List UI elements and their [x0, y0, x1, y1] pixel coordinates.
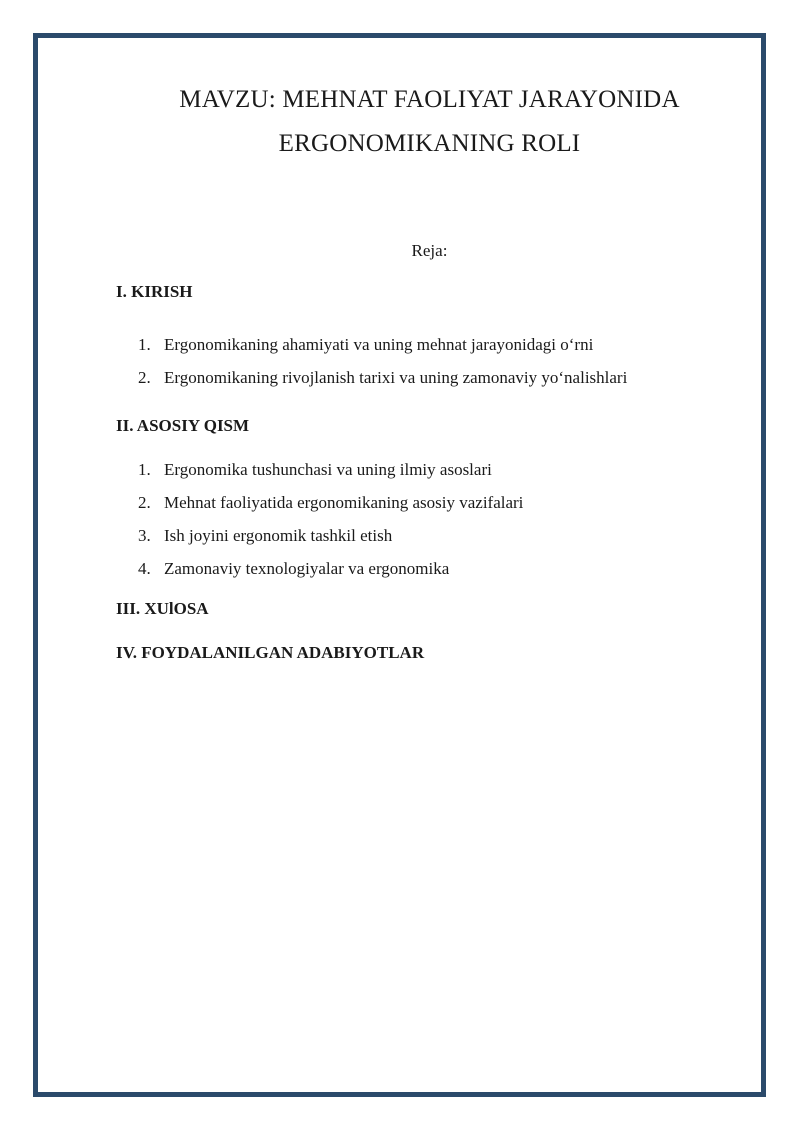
list-item-number: 1. [138, 335, 151, 354]
asosiy-qism-list [138, 453, 523, 585]
list-item-number: 3. [138, 526, 151, 545]
section-heading-xulosa: III. XUlOSA [116, 599, 209, 618]
kirish-list [138, 328, 627, 394]
list-item [138, 361, 627, 394]
list-item [138, 552, 523, 585]
list-item-text: Zamonaviy texnologiyalar va ergonomika [164, 559, 450, 578]
section-heading-asosiy-qism: II. ASOSIY QISM [116, 416, 250, 435]
list-item-text: Ish joyini ergonomik tashkil etish [164, 526, 393, 545]
list-item-text: Mehnat faoliyatida ergonomikaning asosiy vazifalari [164, 493, 524, 512]
list-item [138, 453, 523, 486]
list-item [138, 519, 523, 552]
title-line-2: ERGONOMIKANING ROLI [278, 130, 581, 157]
title-line-1: MAVZU: MEHNAT FAOLIYAT JARAYONIDA [179, 86, 680, 113]
list-item [138, 328, 627, 361]
list-item-number: 4. [138, 559, 151, 578]
page-border [33, 33, 766, 1097]
list-item-text: Ergonomikaning rivojlanish tarixi va uning zamonaviy yo‘nalishlari [164, 368, 628, 387]
list-item-number: 1. [138, 460, 151, 479]
plan-label: Reja: [411, 241, 448, 260]
document-title [38, 78, 761, 166]
list-item-number: 2. [138, 493, 151, 512]
list-item-text: Ergonomika tushunchasi va uning ilmiy asoslari [164, 460, 492, 479]
section-heading-kirish: I. KIRISH [116, 282, 193, 301]
section-heading-adabiyotlar: IV. FOYDALANILGAN ADABIYOTLAR [116, 643, 425, 662]
list-item-number: 2. [138, 368, 151, 387]
list-item-text: Ergonomikaning ahamiyati va uning mehnat jarayonidagi o‘rni [164, 335, 594, 354]
list-item [138, 486, 523, 519]
